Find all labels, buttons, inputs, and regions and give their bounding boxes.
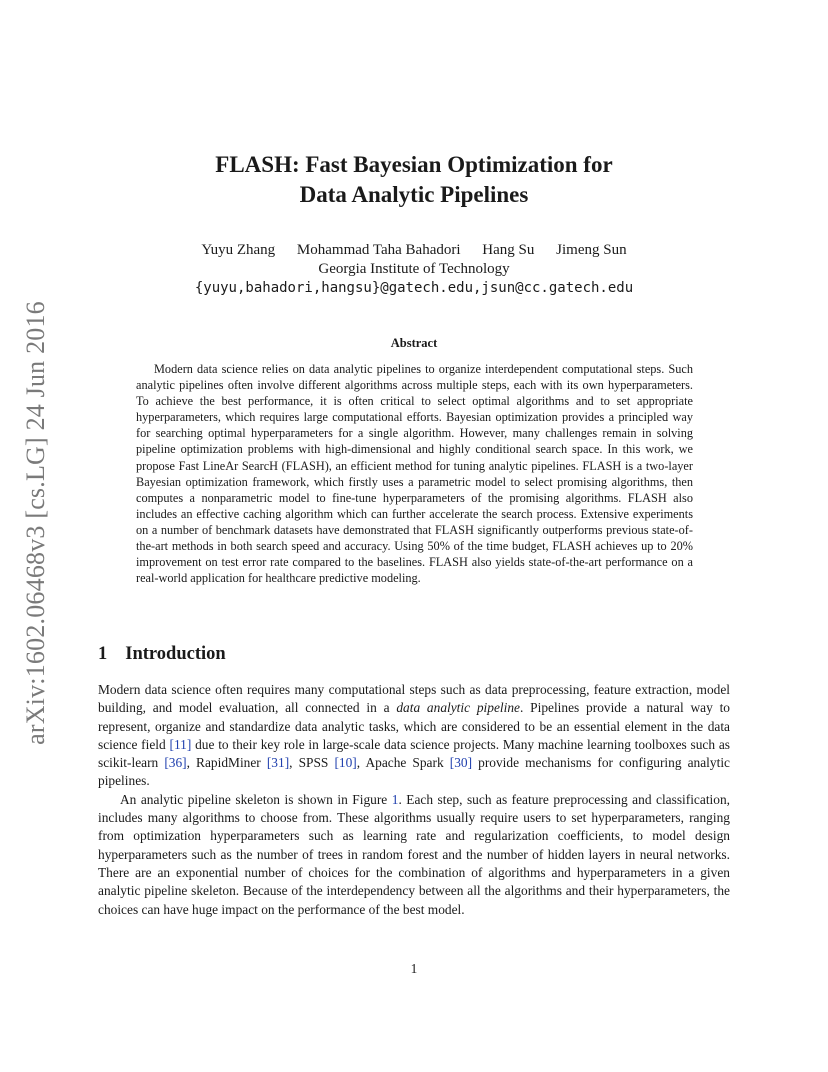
arxiv-identifier-text: arXiv:1602.06468v3 [cs.LG] 24 Jun 2016 [21,300,50,745]
figure-reference-link[interactable]: 1 [391,791,399,807]
intro-paragraph-2 [98,791,730,919]
text-run: . Pipelines provide a natural way to represent, organize and standardize data analytic tasks, which are considered to be an essential element in the data science field [98,700,730,752]
author-name: Yuyu Zhang [201,242,276,258]
author-block [100,241,728,298]
emphasis-text: data analytic pipeline [396,700,520,716]
author-name: Mohammad Taha Bahadori [296,242,461,258]
paper-title [100,150,728,210]
text-run: , Apache Spark [356,755,450,771]
arxiv-identifier-stamp [16,285,56,760]
text-run: , RapidMiner [186,755,267,771]
citation-link[interactable]: [36] [164,755,187,771]
abstract-text: Modern data science relies on data analytic pipelines to organize interdependent computational steps. Such analytic pipelines often involve different algorithms across multiple steps, each with its own hyperparameters. To achieve the best performance, it is often critical to select optimal algorithms and to set appropriate hyperparameters, which requires large computational efforts. Bayesian optimization provides a principled way for searching optimal hyperparameters for a single algorithm. However, many challenges remain in solving pipeline optimization problems with high-dimensional and highly conditional search space. In this work, we propose Fast LineAr SearcH (FLASH), an efficient method for tuning analytic pipelines. FLASH is a two-layer Bayesian optimization framework, which firstly uses a parametric model to select promising algorithms, then computes a nonparametric model to fine-tune hyperparameters of the promising algorithms. FLASH also includes an effective caching algorithm which can further accelerate the search process. Extensive experiments on a number of benchmark datasets have demonstrated that FLASH significantly outperforms previous state-of-the-art methods in both search speed and accuracy. Using 50% of the time budget, FLASH achieves up to 20% improvement on test error rate compared to the baselines. FLASH also yields state-of-the-art performance on a real-world application for healthcare predictive modeling. [136,362,693,586]
author-names [100,241,728,260]
section-title: Introduction [125,644,226,664]
text-run: An analytic pipeline skeleton is shown in Figure [120,791,392,807]
author-name: Hang Su [482,242,535,258]
citation-link[interactable]: [31] [266,755,290,771]
section-number: 1 [98,644,108,664]
text-run: due to their key role in large-scale data science projects. Many machine learning toolboxes such as scikit-learn [98,736,730,771]
abstract-heading: Abstract [390,336,438,350]
citation-link[interactable]: [30] [449,755,473,771]
introduction-body [98,681,730,919]
text-run: Modern data science often requires many computational steps such as data preprocessing, feature extraction, model building, and model evaluation, all connected in a [98,682,730,716]
title-line-1: FLASH: Fast Bayesian Optimization for [215,152,613,177]
citation-link[interactable]: [10] [334,755,357,771]
affiliation: Georgia Institute of Technology [318,261,510,277]
page-number: 1 [410,961,418,976]
section-heading [98,644,226,665]
text-run: , SPSS [289,755,335,771]
citation-link[interactable]: [11] [169,736,192,752]
author-name: Jimeng Sun [556,242,627,258]
text-run: . Each step, such as feature preprocessing and classification, includes many algorithms to choose from. These algorithms usually require users to set hyperparameters, ranging from optimization hyperparameters such as learning rate and regularization coefficients, to model design hyperparameters such as the number of trees in random forest and the number of hidden layers in neural networks. There are an exponential number of choices for the combination of algorithms and hyperparameters in a given analytic pipeline skeleton. Because of the interdependency between all the algorithms and their hyperparameters, the choices can have huge impact on the performance of the best model. [98,791,731,917]
text-run: provide mechanisms for configuring analytic pipelines. [98,755,730,789]
title-line-2: Data Analytic Pipelines [299,182,529,207]
intro-paragraph-1 [98,681,730,791]
author-emails: {yuyu,bahadori,hangsu}@gatech.edu,jsun@cc.gatech.edu [194,280,634,296]
